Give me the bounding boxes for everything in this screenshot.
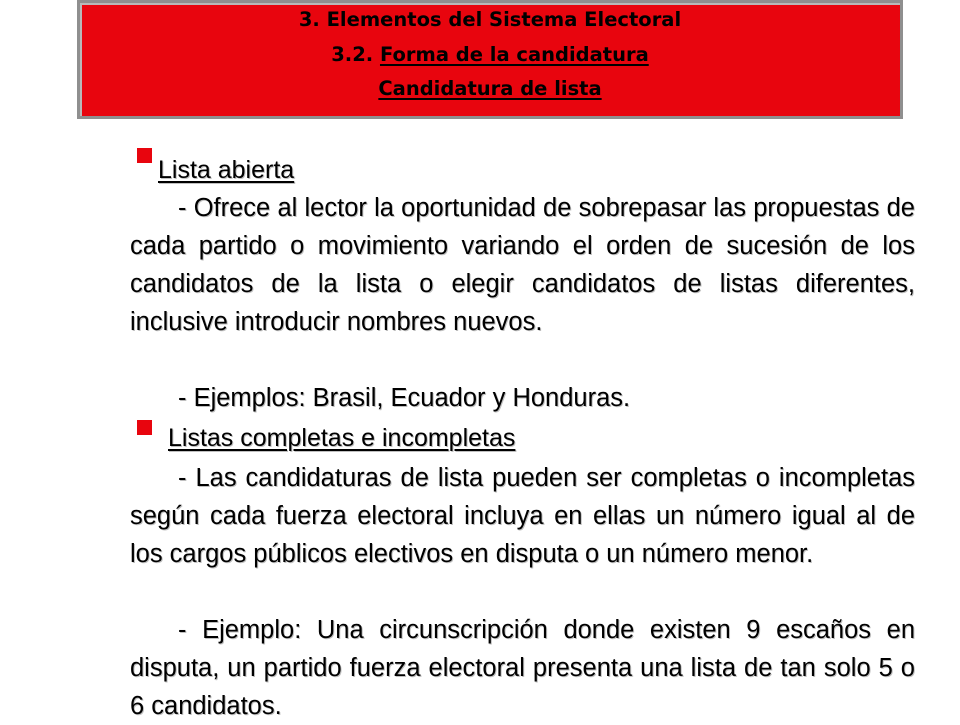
paragraph-lista-abierta-description: - Ofrece al lector la oportunidad de sobrepasar las propuestas de cada partido o movimiento variando el orden de sucesión de los candidatos de la lista o elegir candidatos de listas diferentes, inclusive introducir nombres nuevos. (130, 194, 915, 336)
section-heading-lista-abierta: Lista abierta (158, 156, 295, 184)
square-bullet-icon (137, 148, 152, 163)
title-line-2-link[interactable]: Forma de la candidatura (379, 43, 649, 66)
title-line-3-link[interactable]: Candidatura de lista (378, 77, 602, 100)
paragraph-listas-completas-example: - Ejemplo: Una circunscripción donde existen 9 escaños en disputa, un partido fuerza electoral presenta una lista de tan solo 5 o 6 candidatos. (130, 616, 915, 720)
paragraph-lista-abierta-examples: - Ejemplos: Brasil, Ecuador y Honduras. (178, 384, 631, 412)
section-heading-listas-completas: Listas completas e incompletas (168, 424, 516, 452)
paragraph-listas-completas-description: - Las candidaturas de lista pueden ser completas o incompletas según cada fuerza electoral incluya en ellas un número igual al de los cargos públicos electivos en disputa o un número menor. (130, 464, 915, 568)
square-bullet-icon (137, 420, 152, 435)
title-line-2-prefix: 3.2. (331, 43, 380, 66)
title-line-1: 3. Elementos del Sistema Electoral (298, 8, 682, 31)
